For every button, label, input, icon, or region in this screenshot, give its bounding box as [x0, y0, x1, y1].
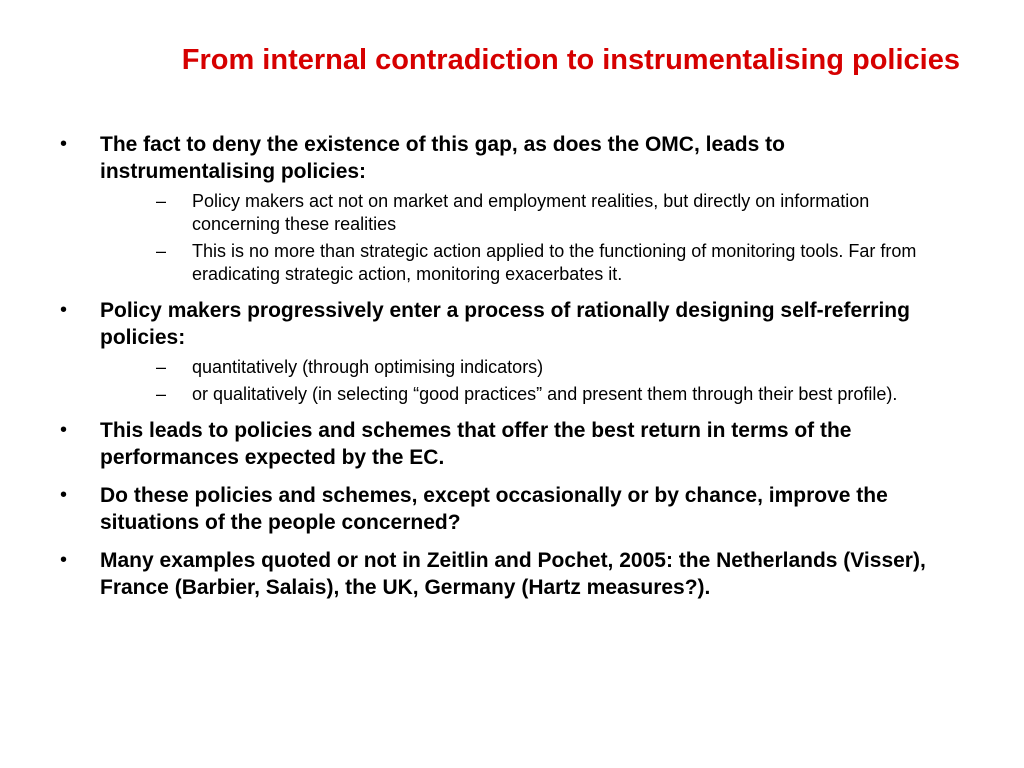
- bullet-item: [58, 417, 958, 471]
- bullet-marker: •: [60, 484, 68, 506]
- bullet-text: Do these policies and schemes, except occasionally or by chance, improve the situations of the people concerned?: [100, 484, 888, 534]
- sub-text: quantitatively (through optimising indicators): [192, 357, 544, 377]
- sub-marker: –: [156, 191, 167, 211]
- bullet-text: The fact to deny the existence of this gap, as does the OMC, leads to instrumentalising policies:: [100, 133, 785, 183]
- sub-item: [100, 240, 958, 286]
- bullet-marker: •: [60, 133, 68, 155]
- sub-text: This is no more than strategic action applied to the functioning of monitoring tools. Far from eradicating strategic action, monitoring exacerbates it.: [192, 241, 917, 284]
- bullet-marker: •: [60, 299, 68, 321]
- sub-marker: –: [156, 384, 167, 404]
- bullet-marker: •: [60, 549, 68, 571]
- sub-marker: –: [156, 357, 167, 377]
- sub-item: [100, 383, 958, 406]
- bullet-text: Policy makers progressively enter a process of rationally designing self-referring policies:: [100, 299, 910, 349]
- sub-item: [100, 190, 958, 236]
- slide-title: From internal contradiction to instrumentalising policies: [181, 44, 960, 76]
- sub-text: Policy makers act not on market and employment realities, but directly on information concerning these realities: [192, 191, 870, 234]
- bullet-text: This leads to policies and schemes that offer the best return in terms of the performances expected by the EC.: [100, 419, 852, 469]
- bullet-item: [58, 547, 958, 601]
- bullet-text: Many examples quoted or not in Zeitlin and Pochet, 2005: the Netherlands (Visser), France (Barbier, Salais), the UK, Germany (Hartz measures?).: [100, 549, 926, 599]
- bullet-list: [58, 131, 958, 612]
- sub-list: [100, 190, 958, 286]
- sub-marker: –: [156, 241, 167, 261]
- sub-text: or qualitatively (in selecting “good practices” and present them through their best profile).: [192, 384, 898, 404]
- bullet-item: [58, 131, 958, 286]
- bullet-item: [58, 482, 958, 536]
- sub-list: [100, 356, 958, 406]
- bullet-marker: •: [60, 419, 68, 441]
- sub-item: [100, 356, 958, 379]
- bullet-item: [58, 297, 958, 406]
